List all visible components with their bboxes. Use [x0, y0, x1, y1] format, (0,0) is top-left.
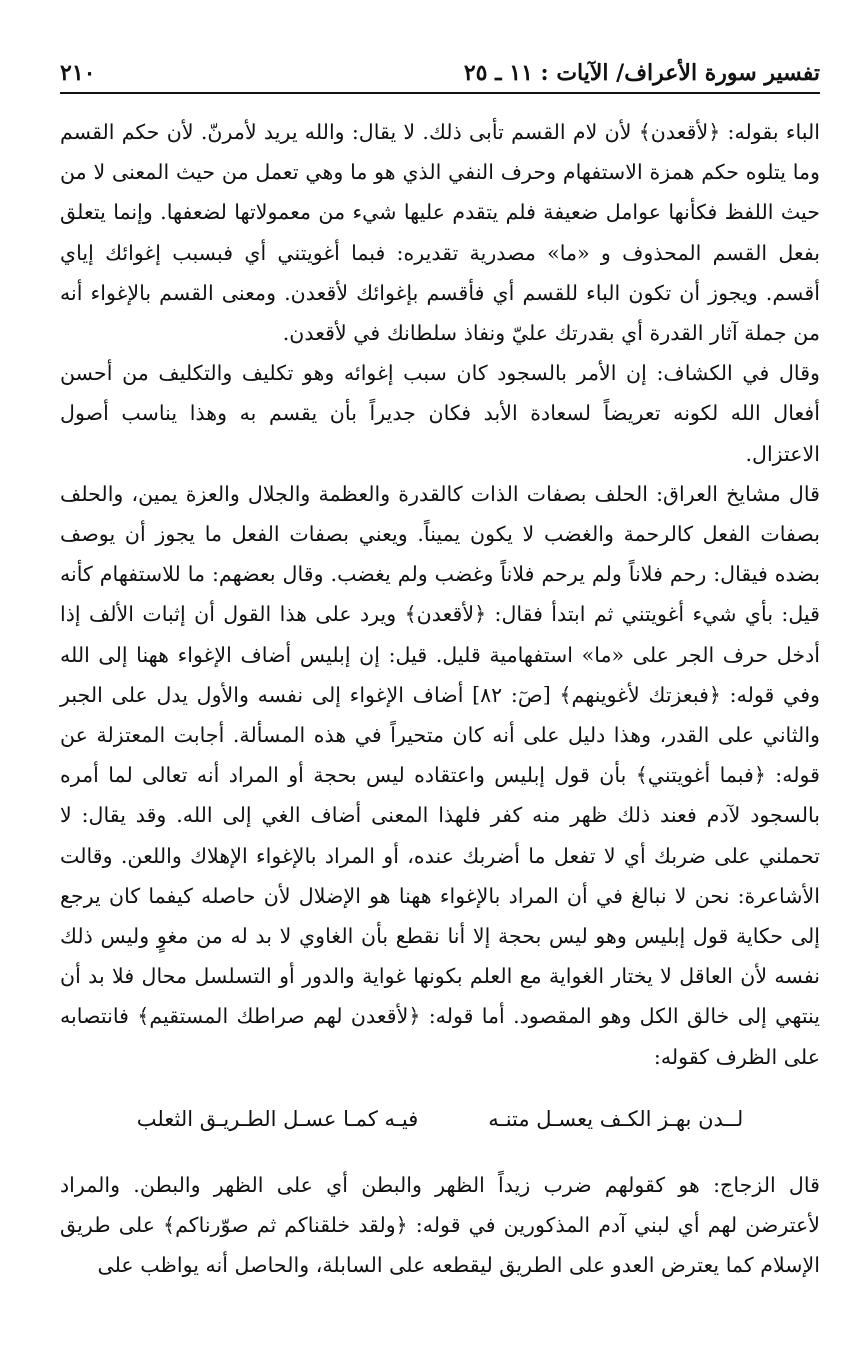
paragraph: قال الزجاج: هو كقولهم ضرب زيداً الظهر والبطن أي على الظهر والبطن. والمراد لأعترضن لهم أي لبني آدم المذكورين في قوله: ﴿ولقد خلقناكم ثم صوّرناكم﴾ على طريق الإسلام كما يعترض العدو على الطريق ليقطعه على السابلة، والحاصل أنه يواظب على: [60, 1172, 820, 1278]
page-number: ٢١٠: [60, 60, 96, 86]
poetry-verse: [60, 1107, 820, 1131]
body-text-after: [60, 1165, 820, 1286]
body-text-before: [60, 112, 820, 1077]
page-header: [60, 52, 820, 94]
verse-first-hemistich: لــدن بهـز الكـف يعسـل متنـه: [488, 1106, 744, 1131]
paragraph: الباء بقوله: ﴿لأقعدن﴾ لأن لام القسم تأبى ذلك. لا يقال: والله يريد لأمرنّ. لأن حكم القسم وما يتلوه حكم همزة الاستفهام وحرف النفي الذي هو ما وهي تعمل من حيث المعنى لا من حيث اللفظ فكأنها عوامل ضعيفة فلم يتقدم عليها شيء من معمولاتها لضعفها. وإنما يتعلق بفعل القسم المحذوف و «ما» مصدرية تقديره: فبما أغويتني أي فبسبب إغوائك إياي أقسم. ويجوز أن تكون الباء للقسم أي فأقسم بإغوائك لأقعدن. ومعنى القسم بالإغواء أنه من جملة آثار القدرة أي بقدرتك عليّ ونفاذ سلطانك في لأقعدن.: [60, 120, 820, 346]
verse-second-hemistich: فيـه كمـا عسـل الطـريـق الثعلب: [136, 1106, 419, 1131]
paragraph: قال مشايخ العراق: الحلف بصفات الذات كالقدرة والعظمة والجلال والعزة يمين، والحلف بصفات الفعل كالرحمة والغضب لا يكون يميناً. ويعني بصفات الفعل ما يجوز أن يوصف بضده فيقال: رحم فلاناً ولم يرحم فلاناً وغضب ولم يغضب. وقال بعضهم: ما للاستفهام كأنه قيل: بأي شيء أغويتني ثم ابتدأ فقال: ﴿لأقعدن﴾ ويرد على هذا القول أن إثبات الألف إذا أدخل حرف الجر على «ما» استفهامية قليل. قيل: إن إبليس أضاف الإغواء ههنا إلى الله وفي قوله: ﴿فبعزتك لأغوينهم﴾ [صٓ: ٨٢] أضاف الإغواء إلى نفسه والأول يدل على الجبر والثاني على القدر، وهذا دليل على أنه كان متحيراً في هذه المسألة. أجابت المعتزلة عن قوله: ﴿فبما أغويتني﴾ بأن قول إبليس واعتقاده ليس بحجة أو المراد أنه تعالى لما أمره بالسجود لآدم فعند ذلك ظهر منه كفر فلهذا المعنى أضاف الغي إلى الله. وقد يقال: لا تحملني على ضربك أي لا تفعل ما أضربك عنده، أو المراد بالإغواء الإهلاك واللعن. وقالت الأشاعرة: نحن لا نبالغ في أن المراد بالإغواء ههنا هو الإضلال لأن حاصله كيفما كان يرجع إلى حكاية قول إبليس وهو ليس بحجة إلا أنا نقطع بأن الغاوي لا بد له من مغوٍ وليس ذلك نفسه لأن العاقل لا يختار الغواية مع العلم بكونها غواية والدور أو التسلسل محال فلا بد أن ينتهي إلى خالق الكل وهو المقصود. أما قوله: ﴿لأقعدن لهم صراطك المستقيم﴾ فانتصابه على الظرف كقوله:: [60, 481, 820, 1069]
running-title: تفسير سورة الأعراف/ الآيات : ١١ ـ ٢٥: [463, 60, 820, 86]
book-page: [60, 52, 820, 1285]
paragraph: وقال في الكشاف: إن الأمر بالسجود كان سبب إغوائه وهو تكليف والتكليف من أحسن أفعال الله لكونه تعريضاً لسعادة الأبد فكان جديراً بأن يقسم به وهذا يناسب أصول الاعتزال.: [60, 361, 820, 466]
